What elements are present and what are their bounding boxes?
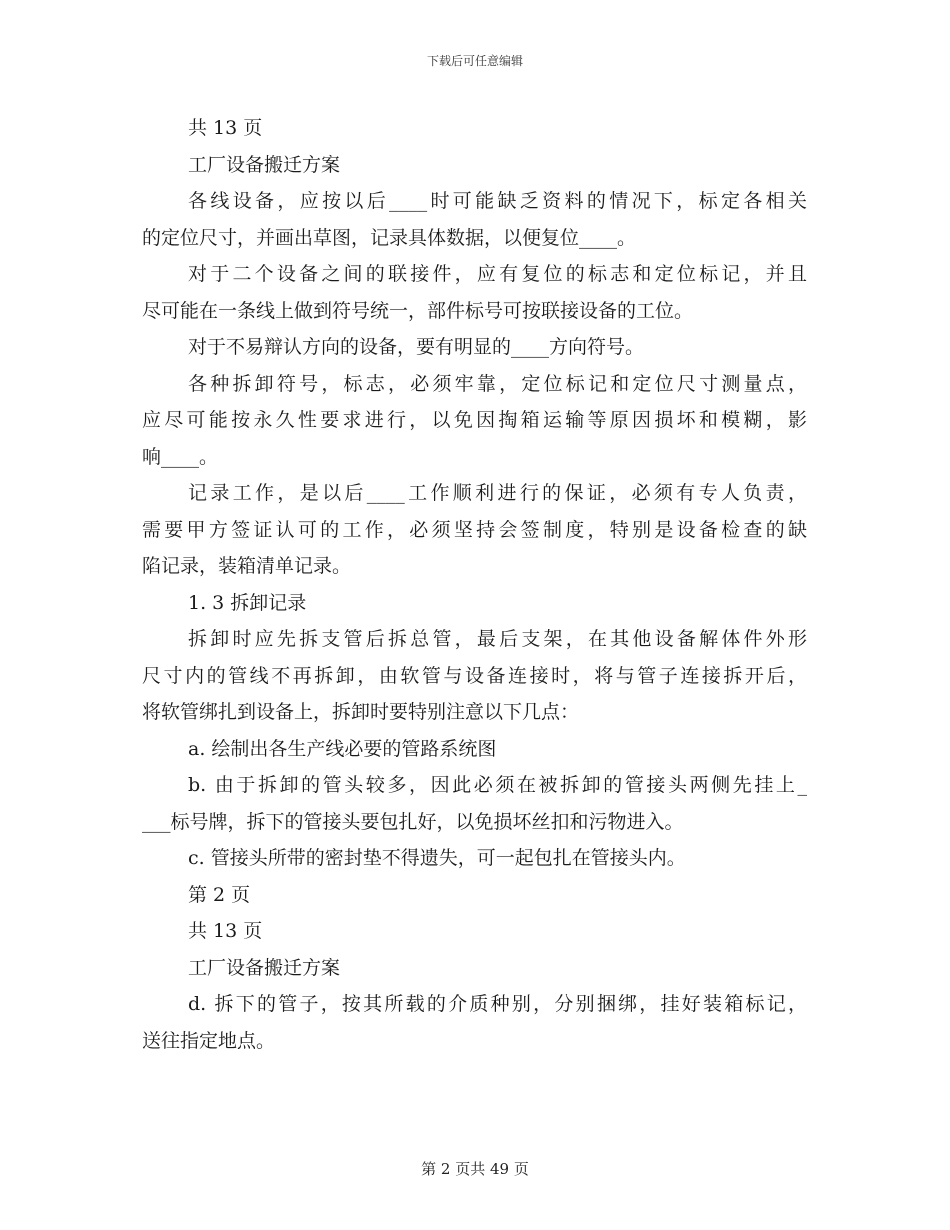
text-line: a. 绘制出各生产线必要的管路系统图 <box>188 737 497 760</box>
text-line: 拆卸时应先拆支管后拆总管，最后支架，在其他设备解体件外形 <box>188 628 807 650</box>
text-line: 对于不易辩认方向的设备，要有明显的____方向符号。 <box>188 336 645 358</box>
page-header: 下载后可任意编辑 <box>426 54 523 68</box>
text-line: 对于二个设备之间的联接件，应有复位的标志和定位标记，并且 <box>188 263 807 285</box>
text-line: 共 13 页 <box>188 117 263 139</box>
text-line: 尽可能在一条线上做到符号统一，部件标号可按联接设备的工位。 <box>142 299 694 322</box>
text-line: c. 管接头所带的密封垫不得遗失，可一起包扎在管接头内。 <box>188 847 686 869</box>
text-line: 记录工作，是以后____工作顺利进行的保证，必须有专人负责， <box>188 482 807 504</box>
text-line: 第 2 页 <box>188 883 251 906</box>
text-line: 工厂设备搬迁方案 <box>188 956 341 979</box>
text-line: 需要甲方签证认可的工作，必须坚持会签制度，特别是设备检查的缺 <box>142 518 807 541</box>
text-line: 各线设备，应按以后____时可能缺乏资料的情况下，标定各相关 <box>188 190 807 212</box>
text-line: b. 由于拆卸的管头较多，因此必须在被拆卸的管接头两侧先挂上_ <box>188 774 807 796</box>
text-line: d. 拆下的管子，按其所载的介质种别，分别捆绑，挂好装箱标记， <box>188 993 807 1015</box>
document-body <box>142 110 807 1059</box>
text-line: 尺寸内的管线不再拆卸，由软管与设备连接时，将与管子连接拆开后， <box>142 664 807 687</box>
text-line: 共 13 页 <box>188 920 263 942</box>
text-line: 将软管绑扎到设备上，拆卸时要特别注意以下几点： <box>142 701 580 723</box>
text-line: 陷记录，装箱清单记录。 <box>142 555 352 577</box>
text-line: 各种拆卸符号，标志，必须牢靠，定位标记和定位尺寸测量点， <box>188 372 807 395</box>
text-line: ___标号牌，拆下的管接头要包扎好，以免损坏丝扣和污物进入。 <box>142 810 684 833</box>
text-line: 送往指定地点。 <box>142 1029 276 1052</box>
text-line: 1. 3 拆卸记录 <box>188 591 307 614</box>
text-line: 响____。 <box>142 445 219 468</box>
text-line: 的定位尺寸，并画出草图，记录具体数据，以便复位____。 <box>142 226 637 249</box>
text-line: 应尽可能按永久性要求进行，以免因掏箱运输等原因损坏和模糊，影 <box>142 409 807 431</box>
text-line: 工厂设备搬迁方案 <box>188 153 341 176</box>
page-footer: 第 2 页共 49 页 <box>421 1160 529 1178</box>
